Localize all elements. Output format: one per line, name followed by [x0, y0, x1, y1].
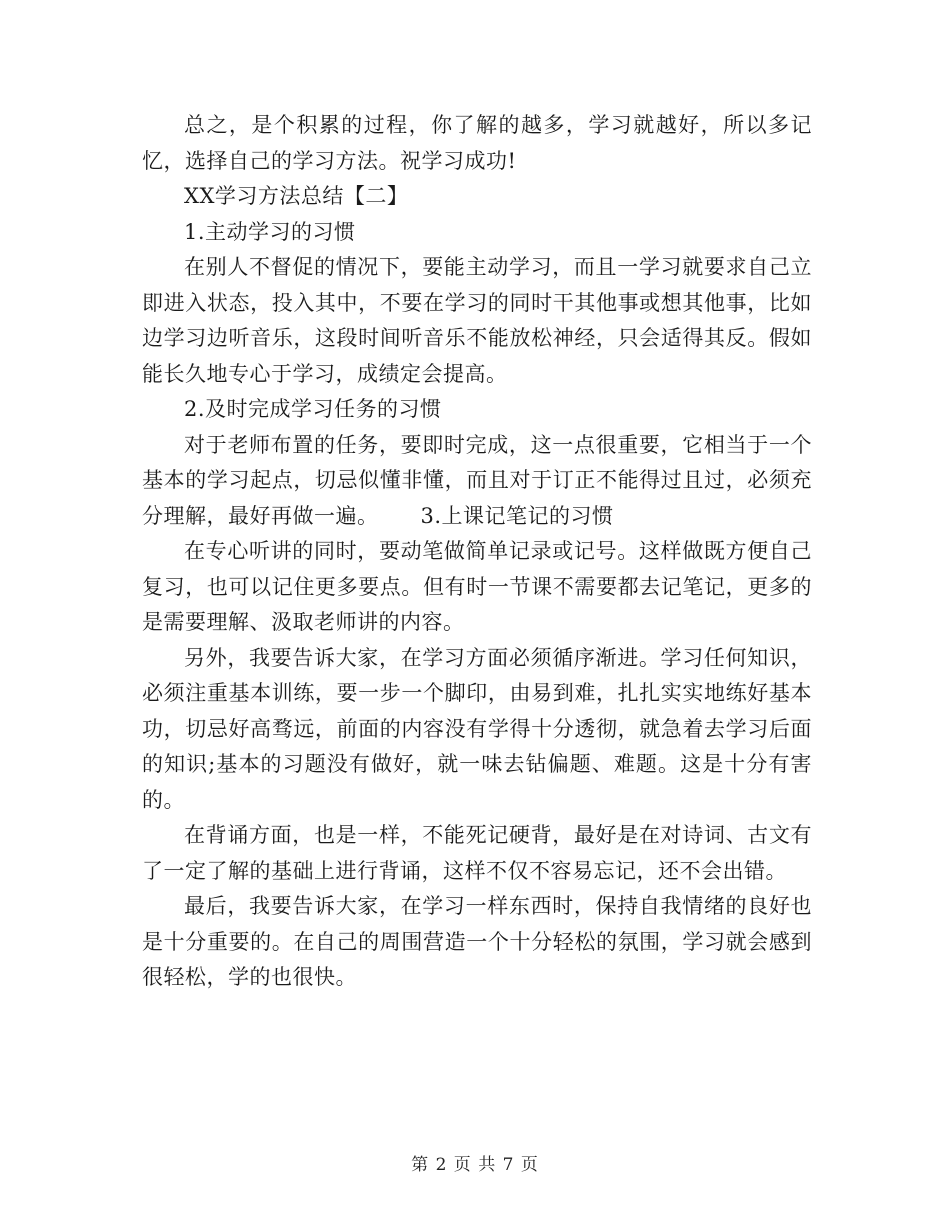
paragraph-recitation: 在背诵方面，也是一样，不能死记硬背，最好是在对诗词、古文有了一定了解的基础上进行背诵，这样不仅不容易忘记，还不会出错。: [142, 823, 812, 883]
paragraph-step-by-step: 另外，我要告诉大家，在学习方面必须循序渐进。学习任何知识，必须注重基本训练，要一步一个脚印，由易到难，扎扎实实地练好基本功，切忌好高骛远，前面的内容没有学得十分透彻，就急着去学习后面的知识;基本的习题没有做好，就一味去钻偏题、难题。这是十分有害的。: [142, 645, 812, 812]
section-title: XX学习方法总结【二】: [184, 184, 409, 208]
habit-heading-1: 1.主动学习的习惯: [184, 219, 356, 244]
paragraph-habit-3: 在专心听讲的同时，要动笔做简单记录或记号。这样做既方便自己复习，也可以记住更多要点。但有时一节课不需要都去记笔记，更多的是需要理解、汲取老师讲的内容。: [142, 539, 812, 634]
paragraph-habit-2-text: 对于老师布置的任务，要即时完成，这一点很重要，它相当于一个基本的学习起点，切忌似懂非懂，而且对于订正不能得过且过，必须充分理解，最好再做一遍。: [142, 432, 812, 528]
habit-heading-3: 3.上课记笔记的习惯: [420, 503, 614, 528]
paragraph-summary: 总之，是个积累的过程，你了解的越多，学习就越好，所以多记忆，选择自己的学习方法。祝学习成功!: [142, 113, 812, 173]
paragraph-habit-2: [142, 428, 812, 535]
habit-heading-2: 2.及时完成学习任务的习惯: [184, 397, 442, 421]
page-number: 第 2 页 共 7 页: [411, 1155, 539, 1175]
paragraph-emotion: 最后，我要告诉大家，在学习一样东西时，保持自我情绪的良好也是十分重要的。在自己的周围营造一个十分轻松的氛围，学习就会感到很轻松，学的也很快。: [142, 894, 812, 989]
document-body: [142, 108, 812, 996]
paragraph-habit-1: 在别人不督促的情况下，要能主动学习，而且一学习就要求自己立即进入状态，投入其中，不要在学习的同时干其他事或想其他事，比如边学习边听音乐，这段时间听音乐不能放松神经，只会适得其反。假如能长久地专心于学习，成绩定会提高。: [142, 255, 812, 386]
